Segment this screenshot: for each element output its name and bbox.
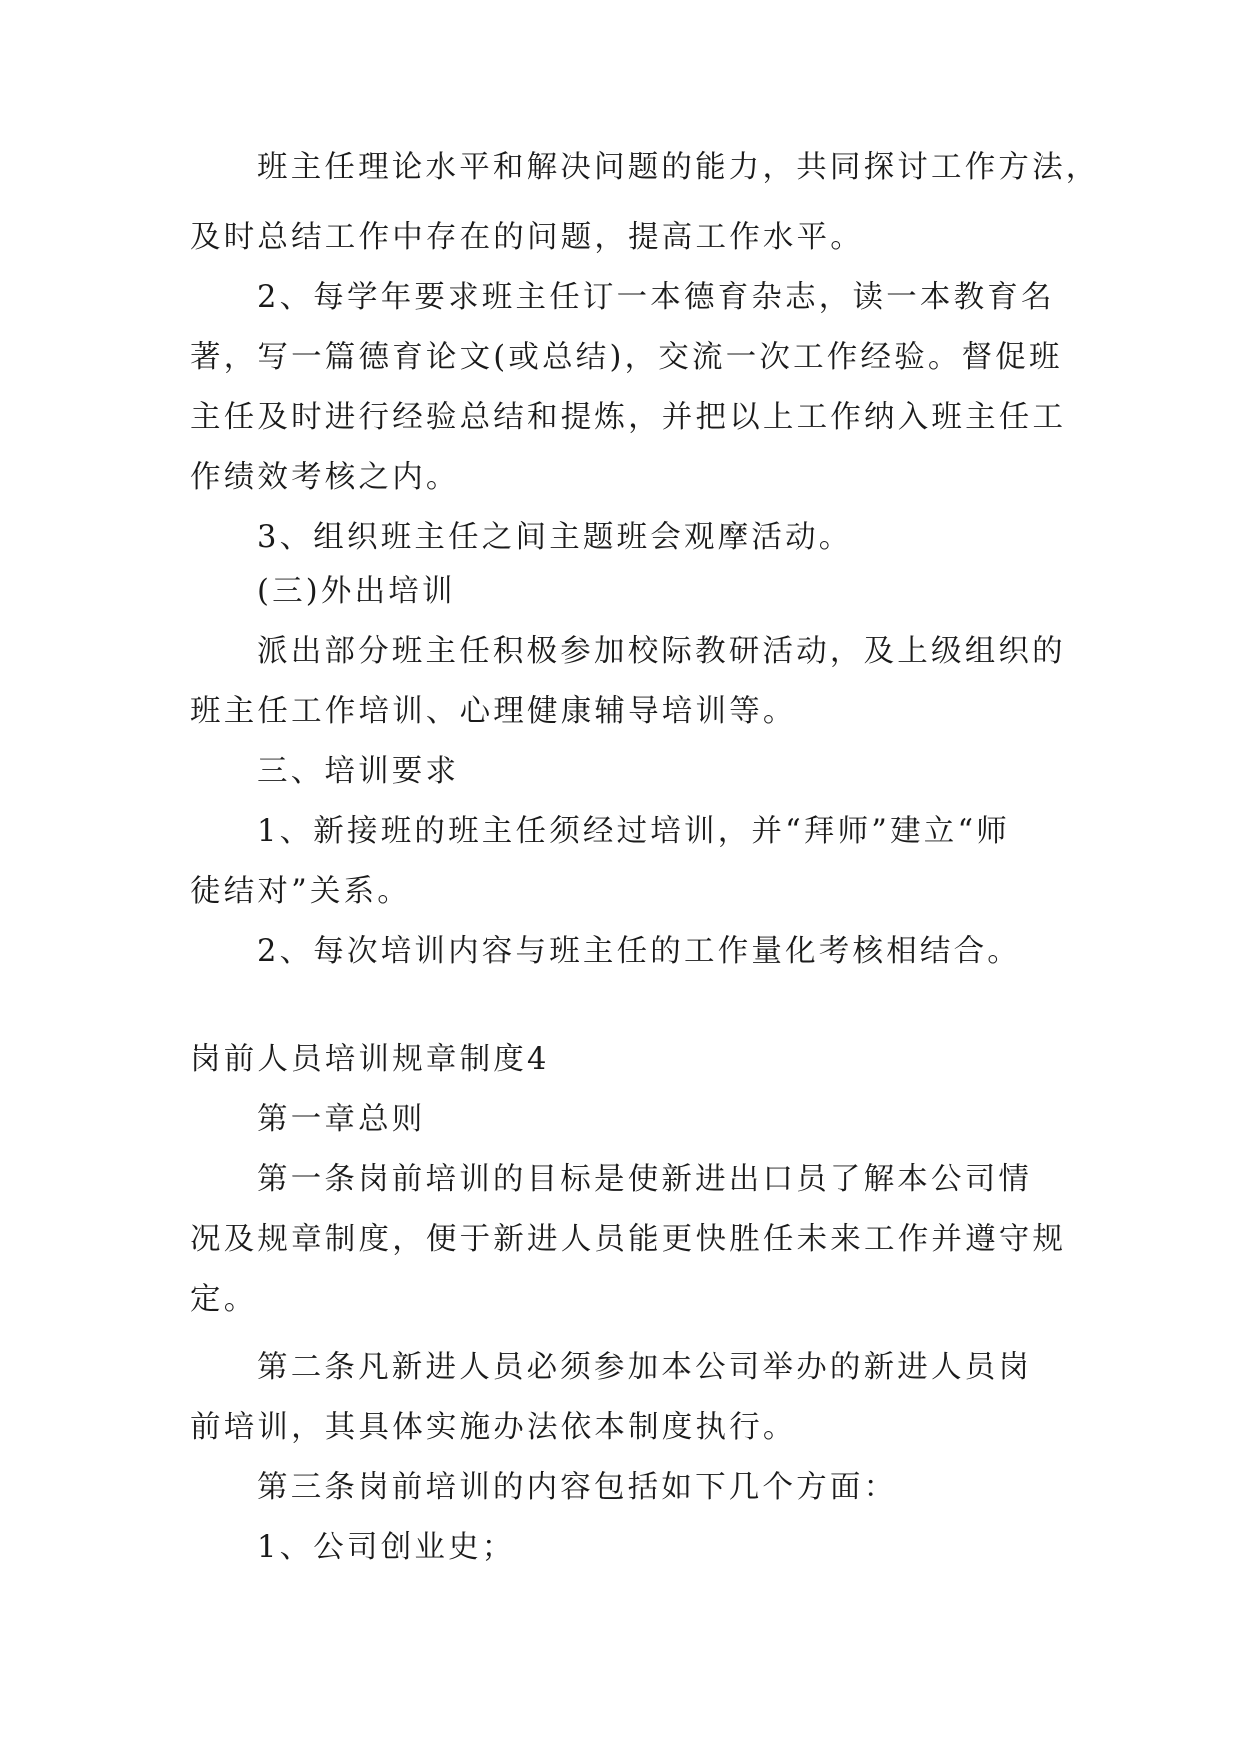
list-item: 1、公司创业史； [257,1530,516,1565]
text-line: 第二条凡新进人员必须参加本公司举办的新进人员岗 [257,1350,1033,1385]
document-title: 岗前人员培训规章制度4 [190,1042,550,1077]
text-line: 第三条岗前培训的内容包括如下几个方面： [257,1470,898,1505]
text-line: 班主任理论水平和解决问题的能力，共同探讨工作方法， [257,150,1100,185]
text-line: 派出部分班主任积极参加校际教研活动，及上级组织的 [257,634,1066,669]
section-heading: (三)外出培训 [257,574,456,609]
chapter-heading: 第一章总则 [257,1102,426,1137]
text-line: 2、每次培训内容与班主任的工作量化考核相结合。 [257,934,1022,969]
text-line: 1、新接班的班主任须经过培训，并“拜师”建立“师 [257,814,1010,849]
text-line: 及时总结工作中存在的问题，提高工作水平。 [190,220,864,255]
text-line: 前培训，其具体实施办法依本制度执行。 [190,1410,797,1445]
text-line: 3、组织班主任之间主题班会观摩活动。 [257,520,853,555]
text-line: 主任及时进行经验总结和提炼，并把以上工作纳入班主任工 [190,400,1067,435]
text-line: 况及规章制度，便于新进人员能更快胜任未来工作并遵守规 [190,1222,1067,1257]
section-heading: 三、培训要求 [257,754,460,789]
text-line: 班主任工作培训、心理健康辅导培训等。 [190,694,797,729]
text-line: 第一条岗前培训的目标是使新进出口员了解本公司情 [257,1162,1033,1197]
text-line: 2、每学年要求班主任订一本德育杂志，读一本教育名 [257,280,1055,315]
text-line: 著，写一篇德育论文(或总结)，交流一次工作经验。督促班 [190,340,1063,375]
text-line: 徒结对”关系。 [190,874,411,909]
text-line: 定。 [190,1282,258,1317]
text-line: 作绩效考核之内。 [190,460,460,495]
